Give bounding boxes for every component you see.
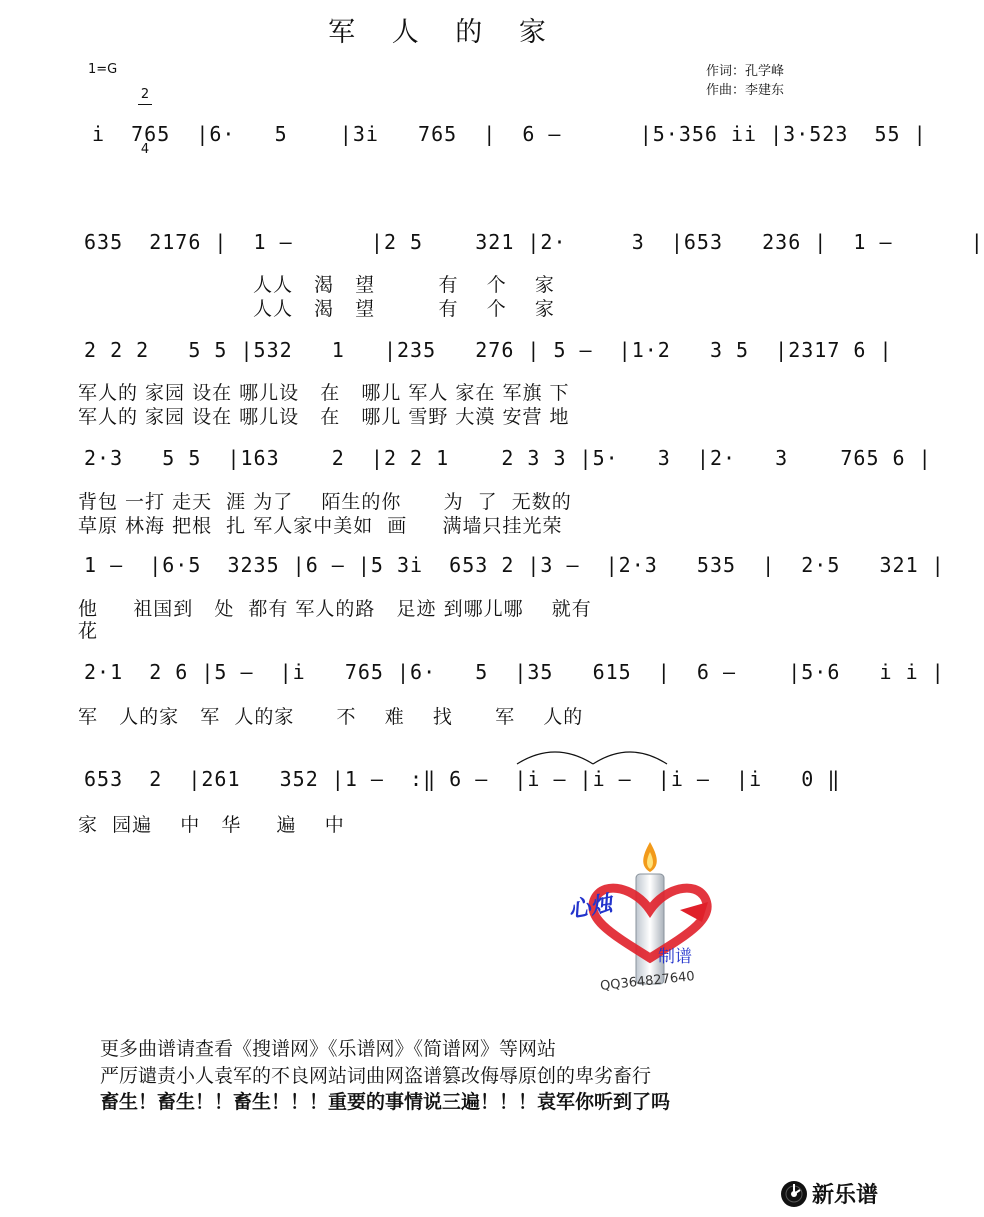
lyric-row-3-verse-2: 军人的 家园 设在 哪儿设 在 哪儿 雪野 大漠 安营 地	[78, 406, 570, 428]
brand-name: 新乐谱	[811, 1183, 878, 1208]
lyric-row-3-verse-1: 军人的 家园 设在 哪儿设 在 哪儿 军人 家在 军旗 下	[78, 382, 570, 404]
key-signature: 1=G	[88, 62, 118, 77]
lyric-row-4-verse-1: 背包 一打 走天 涯 为了 陌生的你 为 了 无数的	[78, 491, 572, 513]
notation-row-6: 2·1 2 6 |5 – |i̇ 765 |6· 5 |35 615 | 6 – |5·6 i̇ i̇ |	[84, 660, 945, 684]
logo-subtext: 制谱	[658, 947, 692, 967]
notation-row-4: 2·3 5 5 |163 2 |2 2 1 2 3 3 |5· 3 |2· 3 765 6 |	[84, 446, 932, 470]
notice-line-2: 严厉谴责小人袁军的不良网站词曲网盗谱篡改侮辱原创的卑劣畜行	[100, 1065, 652, 1087]
logo-text: 心烛	[566, 891, 615, 924]
time-signature-bottom: 4	[140, 142, 150, 157]
lyric-row-5-verse-2: 花	[78, 620, 99, 642]
notation-row-1: i̇ 765 |6· 5 |3i̇ 765 | 6 – |5·356 i̇i̇ |3·523 55 |	[92, 122, 927, 146]
lyric-row-2-verse-1: 人人 渴 望 有 个 家	[84, 274, 555, 296]
lyric-row-7: 家 园遍 中 华 遍 中	[78, 814, 345, 836]
lyric-row-5-verse-1: 他 祖国到 处 都有 军人的路 足迹 到哪儿哪 就有	[78, 598, 592, 620]
lyric-row-2-verse-2: 人人 渴 望 有 个 家	[84, 298, 555, 320]
time-signature-top: 2	[138, 86, 152, 105]
notation-row-2: 635 2176 | 1 – |2 5 321 |2· 3 |653 236 | 1 – |	[84, 230, 984, 254]
notation-row-7: 653 2 |261 352 |1 – :‖ 6 – |i̇ – |i̇ – |i̇ – |i̇ 0 ‖	[84, 767, 841, 791]
lyricist-credit: 作词：孔学峰	[706, 64, 785, 79]
vinyl-disc-icon	[780, 1180, 808, 1208]
time-signature	[138, 50, 152, 177]
song-title: 军 人 的 家	[328, 17, 560, 48]
notation-row-5: 1 – |6·5 3235 |6 – |5 3i̇ 653 2 |3 – |2·3 535 | 2·5 321 |	[84, 553, 945, 577]
notation-row-3: 2 2 2 5 5 |532 1 |235 276 | 5 – |1·2 3 5 |2317 6 |	[84, 338, 893, 362]
notice-line-1: 更多曲谱请查看《搜谱网》《乐谱网》《简谱网》等网站	[100, 1038, 557, 1060]
brand-logo	[780, 1178, 878, 1209]
lyric-row-4-verse-2: 草原 林海 把根 扎 军人家中美如 画 满墙只挂光荣	[78, 515, 563, 537]
qq-number: QQ364827640	[599, 969, 696, 994]
notice-line-3: 畜生！畜生！！畜生！！！重要的事情说三遍！！！袁军你听到了吗	[100, 1091, 671, 1113]
composer-credit: 作曲：李建东	[706, 83, 785, 98]
candle-heart-logo	[566, 838, 720, 993]
lyric-row-6: 军 人的家 军 人的家 不 难 找 军 人的	[78, 706, 584, 728]
